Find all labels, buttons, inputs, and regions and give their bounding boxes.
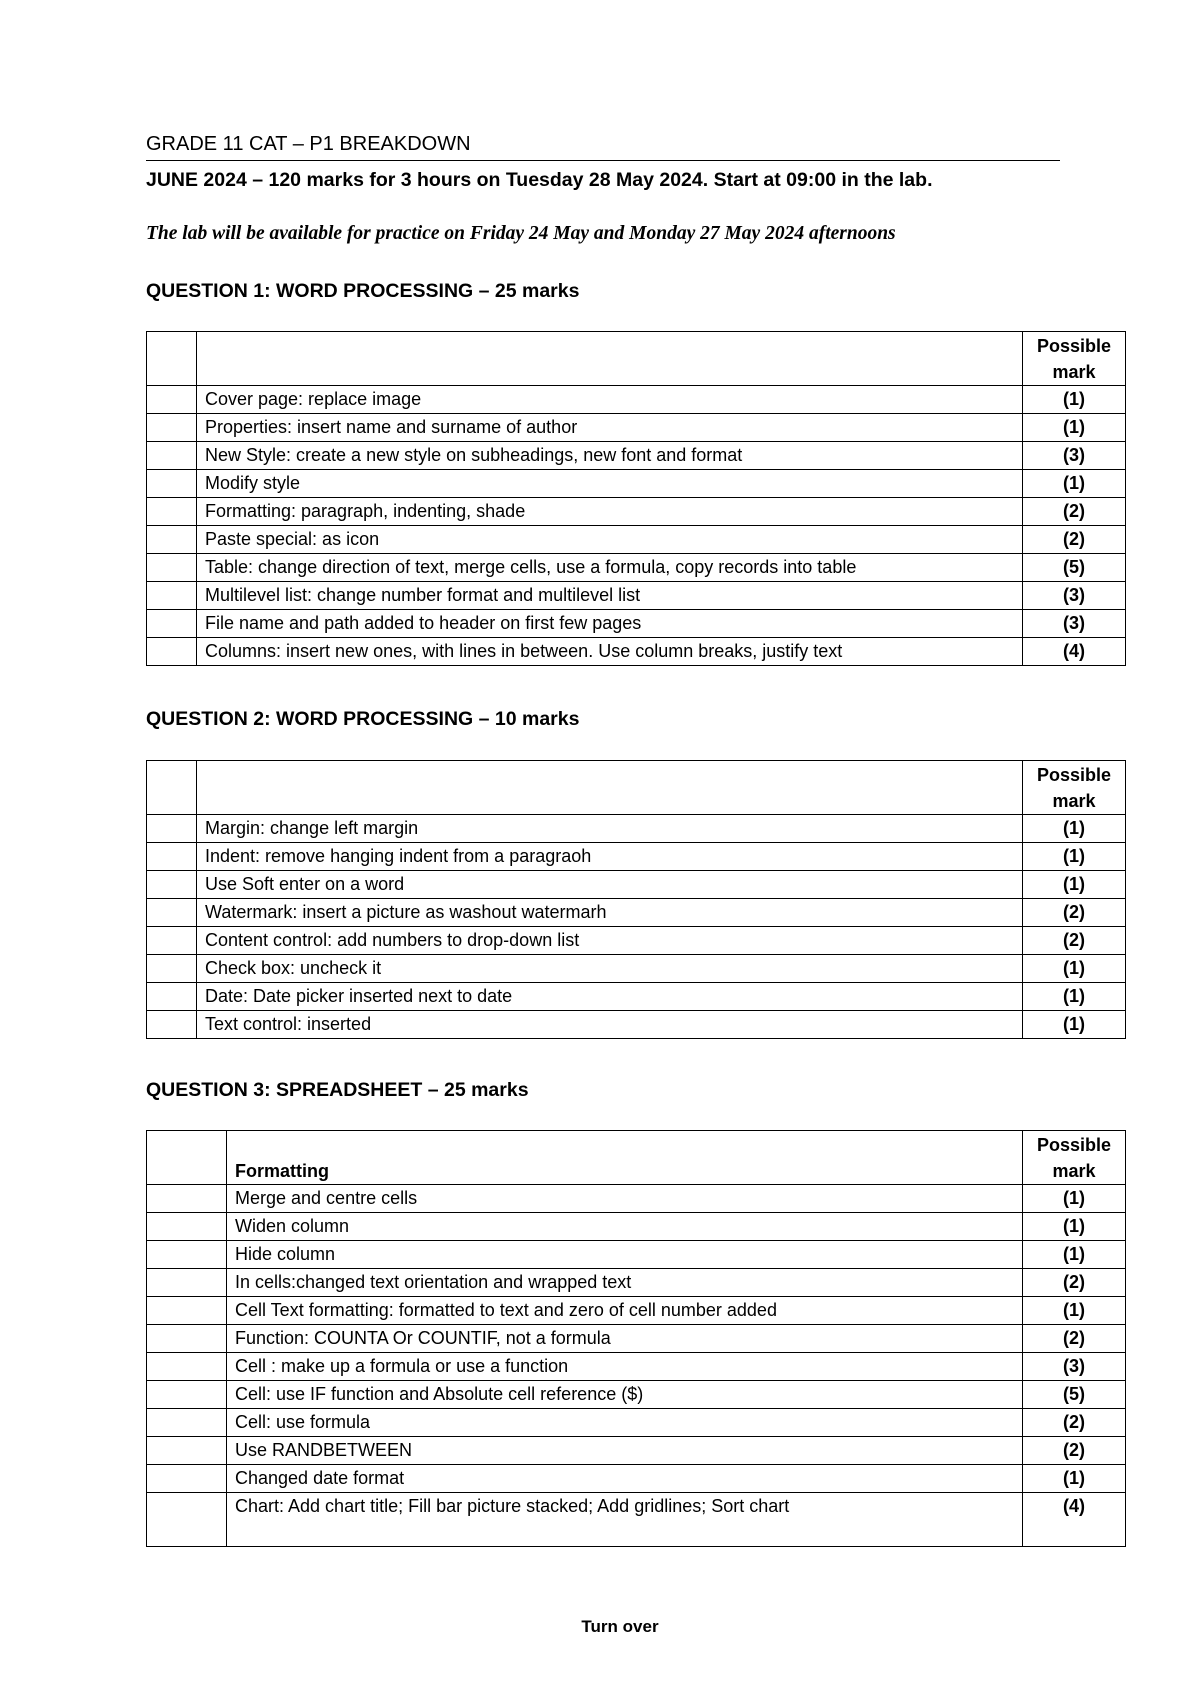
possible-mark: (5) — [1023, 554, 1126, 582]
table-row — [147, 1241, 1126, 1269]
table-row — [147, 638, 1126, 666]
number-cell — [147, 1381, 227, 1409]
number-cell — [147, 526, 197, 554]
table-header-row — [147, 761, 1126, 815]
table-row — [147, 386, 1126, 414]
possible-mark: (2) — [1023, 927, 1126, 955]
table-row — [147, 815, 1126, 843]
table-row — [147, 983, 1126, 1011]
question-3-heading: QUESTION 3: SPREADSHEET – 25 marks — [146, 1079, 529, 1101]
number-cell — [147, 386, 197, 414]
number-cell — [147, 815, 197, 843]
table-row — [147, 1381, 1126, 1409]
task-description: Cover page: replace image — [197, 386, 1023, 414]
table-row — [147, 871, 1126, 899]
possible-mark: (1) — [1023, 1297, 1126, 1325]
table-row — [147, 1185, 1126, 1213]
table-row — [147, 1465, 1126, 1493]
task-description: Watermark: insert a picture as washout watermarh — [197, 899, 1023, 927]
task-description: Cell Text formatting: formatted to text and zero of cell number added — [227, 1297, 1023, 1325]
mark-header-line: Possible — [1036, 1135, 1112, 1155]
task-description: Columns: insert new ones, with lines in between. Use column breaks, justify text — [197, 638, 1023, 666]
question-2-heading: QUESTION 2: WORD PROCESSING – 10 marks — [146, 708, 580, 730]
number-cell — [147, 442, 197, 470]
possible-mark: (2) — [1023, 1409, 1126, 1437]
number-cell — [147, 1269, 227, 1297]
task-description: Check box: uncheck it — [197, 955, 1023, 983]
possible-mark: (1) — [1023, 843, 1126, 871]
number-cell — [147, 582, 197, 610]
table-row — [147, 1353, 1126, 1381]
mark-header-line: mark — [1052, 1161, 1096, 1181]
possible-mark: (2) — [1023, 498, 1126, 526]
task-description: Formatting: paragraph, indenting, shade — [197, 498, 1023, 526]
number-cell — [147, 843, 197, 871]
task-description: Changed date format — [227, 1465, 1023, 1493]
table-row — [147, 1437, 1126, 1465]
table-header-row — [147, 1131, 1126, 1185]
task-description: Text control: inserted — [197, 1011, 1023, 1039]
task-description: Content control: add numbers to drop-down list — [197, 927, 1023, 955]
number-cell — [147, 927, 197, 955]
task-description: Merge and centre cells — [227, 1185, 1023, 1213]
table-row — [147, 1297, 1126, 1325]
possible-mark: (1) — [1023, 1185, 1126, 1213]
number-cell — [147, 1353, 227, 1381]
task-description: Modify style — [197, 470, 1023, 498]
number-cell — [147, 1185, 227, 1213]
table-header-row — [147, 332, 1126, 386]
question-1-heading: QUESTION 1: WORD PROCESSING – 25 marks — [146, 280, 580, 302]
possible-mark: (2) — [1023, 1325, 1126, 1353]
table-row — [147, 1325, 1126, 1353]
table-row — [147, 1011, 1126, 1039]
possible-mark: (3) — [1023, 442, 1126, 470]
question-2-table — [146, 760, 1126, 1039]
page-footer: Turn over — [581, 1617, 659, 1636]
table-row — [147, 414, 1126, 442]
table-row — [147, 1493, 1126, 1547]
column-header-possible-mark — [1023, 1131, 1126, 1185]
table-row — [147, 899, 1126, 927]
task-description: Paste special: as icon — [197, 526, 1023, 554]
number-cell — [147, 1011, 197, 1039]
possible-mark: (1) — [1023, 1465, 1126, 1493]
number-cell — [147, 955, 197, 983]
task-description: Table: change direction of text, merge cells, use a formula, copy records into table — [197, 554, 1023, 582]
table-row — [147, 470, 1126, 498]
number-cell — [147, 1213, 227, 1241]
number-cell — [147, 1465, 227, 1493]
possible-mark: (2) — [1023, 1269, 1126, 1297]
possible-mark: (1) — [1023, 470, 1126, 498]
possible-mark: (1) — [1023, 1241, 1126, 1269]
table-row — [147, 1409, 1126, 1437]
task-description: Widen column — [227, 1213, 1023, 1241]
possible-mark: (1) — [1023, 815, 1126, 843]
number-cell — [147, 1437, 227, 1465]
task-description: Use Soft enter on a word — [197, 871, 1023, 899]
document-title: GRADE 11 CAT – P1 BREAKDOWN — [146, 131, 1060, 161]
task-description: Chart: Add chart title; Fill bar picture stacked; Add gridlines; Sort chart — [227, 1493, 1023, 1547]
task-description: Multilevel list: change number format and multilevel list — [197, 582, 1023, 610]
number-cell — [147, 1409, 227, 1437]
number-cell — [147, 871, 197, 899]
number-cell — [147, 899, 197, 927]
possible-mark: (2) — [1023, 526, 1126, 554]
number-cell — [147, 1325, 227, 1353]
possible-mark: (1) — [1023, 955, 1126, 983]
number-cell — [147, 1493, 227, 1547]
number-cell — [147, 498, 197, 526]
table-row — [147, 554, 1126, 582]
number-cell — [147, 610, 197, 638]
possible-mark: (5) — [1023, 1381, 1126, 1409]
number-cell — [147, 414, 197, 442]
table-row — [147, 955, 1126, 983]
lab-availability-notice: The lab will be available for practice on Friday 24 May and Monday 27 May 2024 afternoons — [146, 223, 896, 244]
number-cell — [147, 554, 197, 582]
possible-mark: (1) — [1023, 1011, 1126, 1039]
possible-mark: (1) — [1023, 1213, 1126, 1241]
possible-mark: (3) — [1023, 1353, 1126, 1381]
document-subtitle: JUNE 2024 – 120 marks for 3 hours on Tuesday 28 May 2024. Start at 09:00 in the lab. — [146, 169, 933, 191]
possible-mark: (1) — [1023, 983, 1126, 1011]
column-header-possible-mark — [1023, 332, 1126, 386]
task-description: Indent: remove hanging indent from a paragraoh — [197, 843, 1023, 871]
table-row — [147, 927, 1126, 955]
question-3-table — [146, 1130, 1126, 1547]
possible-mark: (1) — [1023, 386, 1126, 414]
possible-mark: (1) — [1023, 871, 1126, 899]
possible-mark: (2) — [1023, 899, 1126, 927]
task-description: File name and path added to header on first few pages — [197, 610, 1023, 638]
table-row — [147, 526, 1126, 554]
task-description: Date: Date picker inserted next to date — [197, 983, 1023, 1011]
number-cell — [147, 983, 197, 1011]
table-row — [147, 610, 1126, 638]
table-row — [147, 843, 1126, 871]
column-header-description: Formatting — [227, 1131, 1023, 1185]
number-cell — [147, 761, 197, 815]
possible-mark: (4) — [1023, 1493, 1126, 1547]
column-header-description — [197, 761, 1023, 815]
possible-mark: (2) — [1023, 1437, 1126, 1465]
mark-header-line: Possible — [1036, 336, 1112, 356]
task-description: Cell: use IF function and Absolute cell reference ($) — [227, 1381, 1023, 1409]
task-description: Margin: change left margin — [197, 815, 1023, 843]
task-description: Cell : make up a formula or use a function — [227, 1353, 1023, 1381]
mark-header-line: Possible — [1036, 765, 1112, 785]
task-description: Use RANDBETWEEN — [227, 1437, 1023, 1465]
number-cell — [147, 1131, 227, 1185]
table-row — [147, 1213, 1126, 1241]
number-cell — [147, 470, 197, 498]
mark-header-line: mark — [1052, 791, 1096, 811]
table-row — [147, 498, 1126, 526]
table-row — [147, 1269, 1126, 1297]
question-1-table — [146, 331, 1126, 666]
task-description: New Style: create a new style on subheadings, new font and format — [197, 442, 1023, 470]
number-cell — [147, 332, 197, 386]
table-row — [147, 582, 1126, 610]
table-row — [147, 442, 1126, 470]
column-header-possible-mark — [1023, 761, 1126, 815]
number-cell — [147, 1297, 227, 1325]
possible-mark: (3) — [1023, 582, 1126, 610]
task-description: Properties: insert name and surname of author — [197, 414, 1023, 442]
number-cell — [147, 638, 197, 666]
task-description: Hide column — [227, 1241, 1023, 1269]
possible-mark: (4) — [1023, 638, 1126, 666]
task-description: Cell: use formula — [227, 1409, 1023, 1437]
possible-mark: (1) — [1023, 414, 1126, 442]
column-header-description — [197, 332, 1023, 386]
possible-mark: (3) — [1023, 610, 1126, 638]
mark-header-line: mark — [1052, 362, 1096, 382]
task-description: In cells:changed text orientation and wrapped text — [227, 1269, 1023, 1297]
task-description: Function: COUNTA Or COUNTIF, not a formula — [227, 1325, 1023, 1353]
number-cell — [147, 1241, 227, 1269]
